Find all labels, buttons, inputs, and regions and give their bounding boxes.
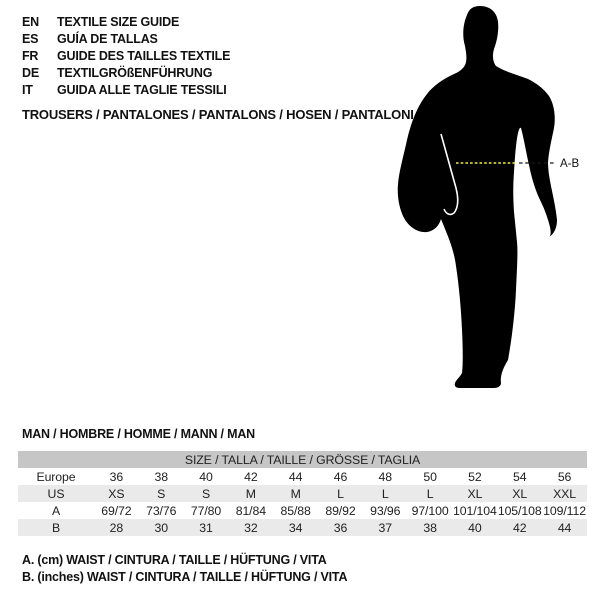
measurement-notes bbox=[22, 552, 347, 585]
table-cell: 44 bbox=[288, 469, 303, 484]
table-cell: 85/88 bbox=[280, 503, 311, 518]
note-b-inches: B. (inches) WAIST / CINTURA / TAILLE / HÜFTUNG / VITA bbox=[22, 569, 348, 584]
table-cell: XS bbox=[108, 486, 125, 501]
table-cell: L bbox=[426, 486, 434, 501]
table-cell: 50 bbox=[423, 469, 437, 484]
table-header-row bbox=[18, 451, 587, 468]
table-cell: M bbox=[245, 486, 256, 501]
language-label: TEXTILGRÖßENFÜHRUNG bbox=[57, 65, 213, 80]
table-cell: 40 bbox=[468, 520, 482, 535]
table-cell: 44 bbox=[557, 520, 572, 535]
measure-label: A-B bbox=[560, 158, 580, 170]
right-hand-thumb-notch bbox=[546, 218, 548, 236]
row-label: A bbox=[51, 503, 61, 518]
table-cell: S bbox=[157, 486, 166, 501]
language-code: DE bbox=[22, 65, 39, 80]
table-cell: 101/104 bbox=[453, 503, 497, 518]
language-code: FR bbox=[22, 48, 39, 63]
table-cell: 38 bbox=[154, 469, 168, 484]
language-label: GUIDE DES TAILLES TEXTILE bbox=[57, 48, 231, 63]
row-label: US bbox=[47, 486, 65, 501]
table-cell: 38 bbox=[423, 520, 437, 535]
language-code: ES bbox=[22, 31, 39, 46]
language-label: GUÍA DE TALLAS bbox=[57, 31, 158, 46]
table-cell: 109/112 bbox=[543, 503, 586, 518]
table-cell: 52 bbox=[468, 469, 482, 484]
language-row bbox=[22, 30, 230, 47]
table-cell: M bbox=[290, 486, 301, 501]
table-row-us bbox=[18, 485, 587, 502]
note-a-cm: A. (cm) WAIST / CINTURA / TAILLE / HÜFTUNG / VITA bbox=[22, 553, 327, 567]
table-cell: 37 bbox=[378, 520, 393, 535]
language-list bbox=[22, 13, 230, 98]
table-cell: XL bbox=[467, 486, 483, 501]
table-cell: 93/96 bbox=[370, 503, 401, 518]
table-cell: 56 bbox=[557, 469, 572, 484]
table-row-b-inches bbox=[18, 519, 587, 536]
table-cell: 42 bbox=[244, 469, 258, 484]
table-cell: 73/76 bbox=[146, 503, 177, 518]
table-header: SIZE / TALLA / TAILLE / GRÖSSE / TAGLIA bbox=[18, 451, 587, 468]
table-cell: 36 bbox=[333, 520, 348, 535]
table-cell: 69/72 bbox=[101, 503, 132, 518]
table-cell: 81/84 bbox=[235, 503, 266, 518]
table-cell: 31 bbox=[199, 520, 213, 535]
man-silhouette-figure bbox=[395, 0, 590, 400]
table-cell: 97/100 bbox=[411, 503, 449, 518]
table-cell: 28 bbox=[109, 520, 124, 535]
table-cell: 42 bbox=[512, 520, 527, 535]
language-code: IT bbox=[22, 82, 33, 97]
language-row bbox=[22, 81, 230, 98]
table-cell: 36 bbox=[109, 469, 124, 484]
table-cell: 32 bbox=[244, 520, 258, 535]
table-cell: 54 bbox=[512, 469, 527, 484]
section-title: MAN / HOMBRE / HOMME / MANN / MAN bbox=[22, 427, 255, 441]
row-label: B bbox=[51, 520, 61, 535]
table-cell: 48 bbox=[378, 469, 393, 484]
table-cell: 34 bbox=[288, 520, 303, 535]
language-label: TEXTILE SIZE GUIDE bbox=[57, 14, 180, 29]
table-cell: 77/80 bbox=[190, 503, 222, 518]
table-cell: 30 bbox=[154, 520, 168, 535]
table-cell: 40 bbox=[199, 469, 213, 484]
language-row bbox=[22, 47, 230, 64]
table-cell: XXL bbox=[553, 486, 577, 501]
table-cell: 46 bbox=[333, 469, 348, 484]
size-table bbox=[18, 451, 587, 536]
table-cell: 89/92 bbox=[325, 503, 356, 518]
language-label: GUIDA ALLE TAGLIE TESSILI bbox=[57, 82, 227, 97]
table-cell: L bbox=[381, 486, 389, 501]
row-label: Europe bbox=[36, 469, 76, 484]
table-cell: S bbox=[201, 486, 211, 501]
table-row-europe bbox=[18, 468, 587, 485]
language-code: EN bbox=[22, 14, 39, 29]
table-cell: 105/108 bbox=[497, 503, 542, 518]
language-row bbox=[22, 13, 230, 30]
man-silhouette bbox=[398, 6, 557, 388]
table-cell: XL bbox=[512, 486, 528, 501]
table-row-a-cm bbox=[18, 502, 587, 519]
table-cell: L bbox=[337, 486, 344, 501]
category-title: TROUSERS / PANTALONES / PANTALONS / HOSEN / PANTALONI bbox=[22, 107, 414, 122]
language-row bbox=[22, 64, 230, 81]
